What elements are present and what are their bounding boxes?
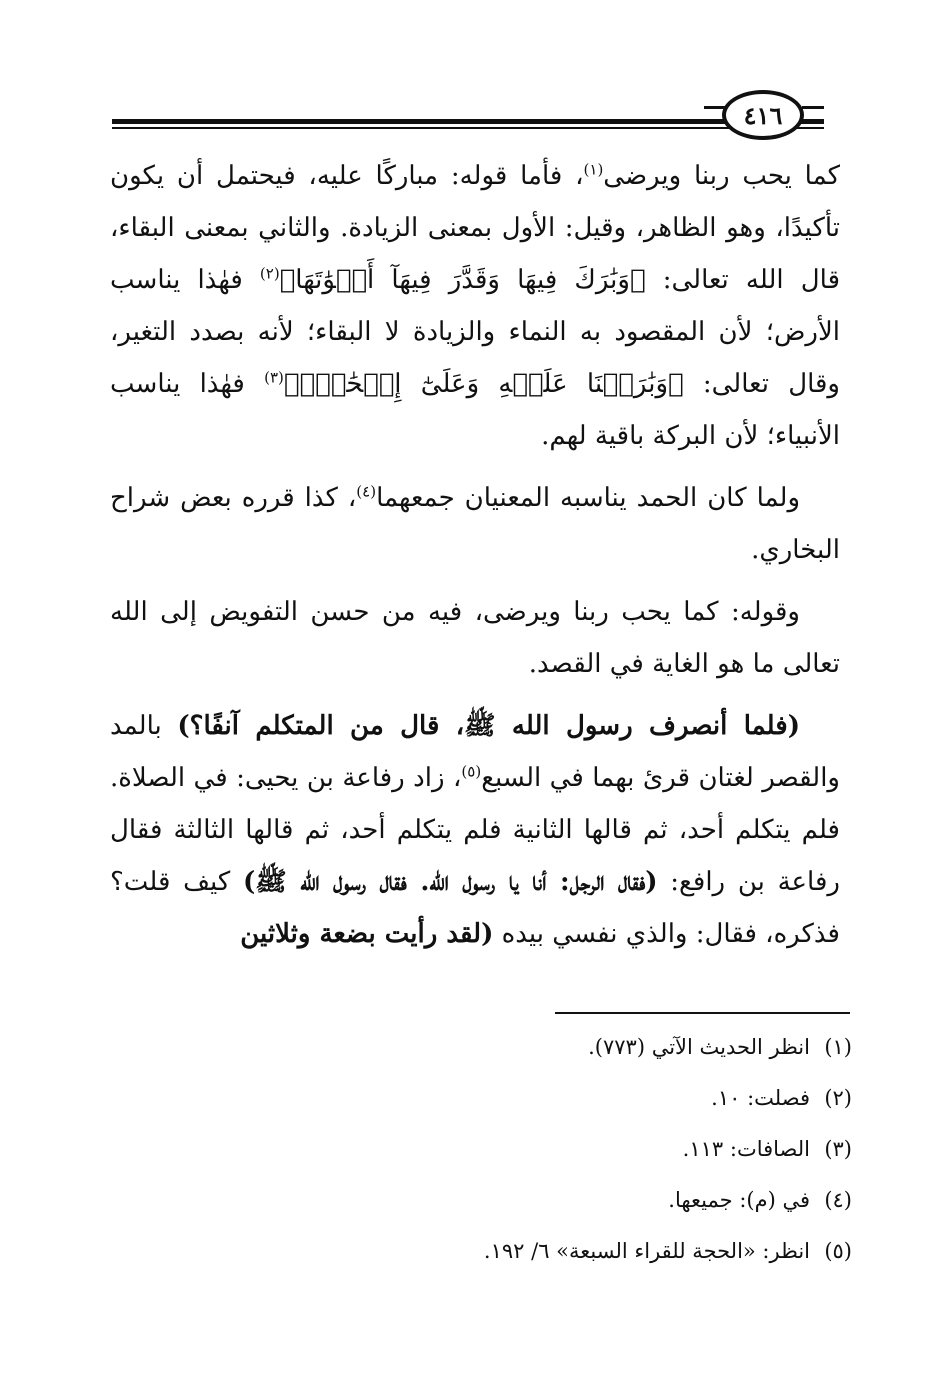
paragraph-1: [110, 150, 840, 462]
footnote-3: [300, 1124, 852, 1175]
footnote-number: (١): [824, 1035, 852, 1059]
paragraph-3: وقوله: كما يحب ربنا ويرضى، فيه من حسن التفويض إلى الله تعالى ما هو الغاية في القصد.: [110, 597, 840, 679]
footnote-2: [300, 1073, 852, 1124]
footnote-number: (٤): [824, 1188, 852, 1212]
footnote-separator: [555, 1012, 850, 1014]
footnote-text: الصافات: ١١٣.: [682, 1137, 810, 1161]
footnote-ref-1: (١): [583, 160, 604, 179]
footnote-ref-4: (٤): [356, 482, 377, 501]
footnote-5: [300, 1226, 852, 1277]
hadith-text-3: (لقد رأيت بضعة وثلاثين: [240, 919, 494, 949]
footnote-text: انظر الحديث الآتي (٧٧٣).: [588, 1035, 810, 1059]
hadith-text-2: (فقال الرجل: أنا يا رسول الله. فقال رسول الله ﷺ): [242, 867, 658, 897]
footnote-ref-5: (٥): [461, 762, 482, 781]
quran-verse-2: ﴿وَبَٰرَكۡنَا عَلَيۡهِ وَعَلَىٰٓ إِسۡحَٰقَۚ﴾: [283, 369, 684, 399]
main-text: [110, 150, 840, 960]
footnote-number: (٢): [824, 1086, 852, 1110]
footnote-number: (٥): [824, 1239, 852, 1263]
text-run: كيف قلت؟ فذكره، فقال: والذي نفسي بيده: [110, 867, 840, 949]
footnotes: [300, 1022, 852, 1277]
text-run: ، كذا قرره بعض شراح البخاري.: [110, 483, 840, 565]
footnote-ref-3: (٣): [264, 368, 284, 387]
page-number: ٤١٦: [743, 100, 783, 130]
footnote-4: [300, 1175, 852, 1226]
footnote-text: في (م): جميعها.: [668, 1188, 810, 1212]
footnote-1: [300, 1022, 852, 1073]
badge-ornament-right: [802, 106, 824, 124]
footnote-text: انظر: «الحجة للقراء السبعة» ٦/ ١٩٢.: [483, 1239, 810, 1263]
quran-verse-1: ﴿وَبَٰرَكَ فِيهَا وَقَدَّرَ فِيهَآ أَقۡوَٰتَهَا﴾: [279, 265, 646, 295]
text-run: بالمد والقصر لغتان قرئ بهما في السبع: [110, 711, 840, 793]
text-run: فهٰذا يناسب الأرض؛ لأن المقصود به النماء والزيادة لا البقاء؛ لأنه بصدد التغير، وقال تعالى:: [110, 265, 840, 399]
text-run: فهٰذا يناسب الأنبياء؛ لأن البركة باقية لهم.: [110, 369, 840, 451]
footnote-ref-2: (٢): [259, 264, 280, 283]
text-run: ولما كان الحمد يناسبه المعنيان جمعهما: [376, 483, 801, 513]
hadith-text-1: (فلما أنصرف رسول الله ﷺ، قال من المتكلم آنفًا؟): [177, 711, 800, 741]
footnote-number: (٣): [824, 1137, 852, 1161]
footnote-text: فصلت: ١٠.: [711, 1086, 810, 1110]
text-run: ، زاد رفاعة بن يحيى: في الصلاة. فلم يتكلم أحد، ثم قالها الثانية فلم يتكلم أحد، ثم قالها الثالثة فقال رفاعة بن رافع:: [110, 763, 840, 897]
paragraph-2: [110, 472, 840, 576]
page-number-badge: [722, 90, 804, 140]
text-run: ، فأما قوله: مباركًا عليه، فيحتمل أن يكون تأكيدًا، وهو الظاهر، وقيل: الأول بمعنى الزيادة. والثاني بمعنى البقاء، قال الله تعالى:: [110, 161, 840, 295]
text-run: كما يحب ربنا ويرضى: [603, 161, 840, 191]
paragraph-4: [110, 700, 840, 960]
